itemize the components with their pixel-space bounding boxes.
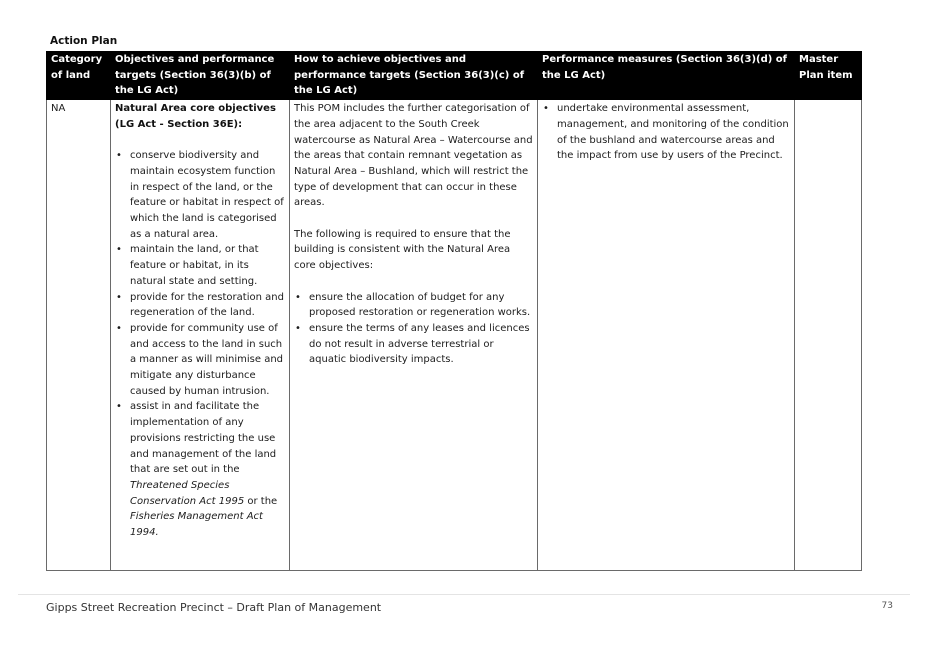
cell-objectives xyxy=(111,100,290,571)
table-header-row xyxy=(47,52,862,100)
how-paragraph-2: The following is required to ensure that the building is consistent with the Natural Area core objectives: xyxy=(294,228,511,272)
cell-category: NA xyxy=(47,100,111,571)
footer-divider xyxy=(18,594,910,595)
table-row xyxy=(47,100,862,571)
objective-last-text: assist in and facilitate the implementation of any provisions restricting the use and management of the land that are set out in the xyxy=(130,401,277,476)
list-item: • provide for the restoration and regeneration of the land. xyxy=(115,290,285,321)
page-heading: Action Plan xyxy=(50,35,118,47)
cell-master-plan-item xyxy=(795,100,862,571)
header-how-to-achieve: How to achieve objectives and performance targets (Section 36(3)(c) of the LG Act) xyxy=(290,52,538,100)
header-performance-measures: Performance measures (Section 36(3)(d) of the LG Act) xyxy=(538,52,795,100)
objective-last-or: or the xyxy=(247,495,278,507)
list-item: • conserve biodiversity and maintain ecosystem function in respect of the land, or the feature or habitat in respect of which the land is categorised as a natural area. xyxy=(115,148,285,242)
page-number: 73 xyxy=(881,601,893,611)
act-title-fisheries: Fisheries Management Act 1994. xyxy=(130,511,263,539)
header-objectives: Objectives and performance targets (Section 36(3)(b) of the LG Act) xyxy=(111,52,290,100)
objectives-title: Natural Area core objectives (LG Act - Section 36E): xyxy=(115,103,276,130)
list-item: • provide for community use of and access to the land in such a manner as will minimise and mitigate any disturbance caused by human intrusion. xyxy=(115,321,285,400)
list-item: • maintain the land, or that feature or habitat, in its natural state and setting. xyxy=(115,242,285,289)
list-item: • ensure the allocation of budget for any proposed restoration or regeneration works. xyxy=(294,290,533,321)
objectives-list xyxy=(115,148,285,541)
measures-list xyxy=(542,101,790,164)
header-category: Category of land xyxy=(47,52,111,100)
how-paragraph-1: This POM includes the further categorisation of the area adjacent to the South Creek watercourse as Natural Area – Watercourse and the areas that contain remnant vegetation as Natural Area – Bushland, which will restrict the type of development that can occur in these areas. xyxy=(294,103,533,209)
how-list xyxy=(294,290,533,369)
list-item: • undertake environmental assessment, management, and monitoring of the condition of the bushland and watercourse areas and the impact from use by users of the Precinct. xyxy=(542,101,790,164)
footer-title: Gipps Street Recreation Precinct – Draft Plan of Management xyxy=(46,601,382,614)
list-item xyxy=(115,399,285,540)
cell-performance-measures xyxy=(538,100,795,571)
cell-how-to-achieve xyxy=(290,100,538,571)
act-title-threatened-species: Threatened Species Conservation Act 1995 xyxy=(130,479,245,507)
header-master-plan-item: Master Plan item xyxy=(795,52,862,100)
action-plan-table xyxy=(46,51,862,571)
list-item: • ensure the terms of any leases and licences do not result in adverse terrestrial or aquatic biodiversity impacts. xyxy=(294,321,533,368)
